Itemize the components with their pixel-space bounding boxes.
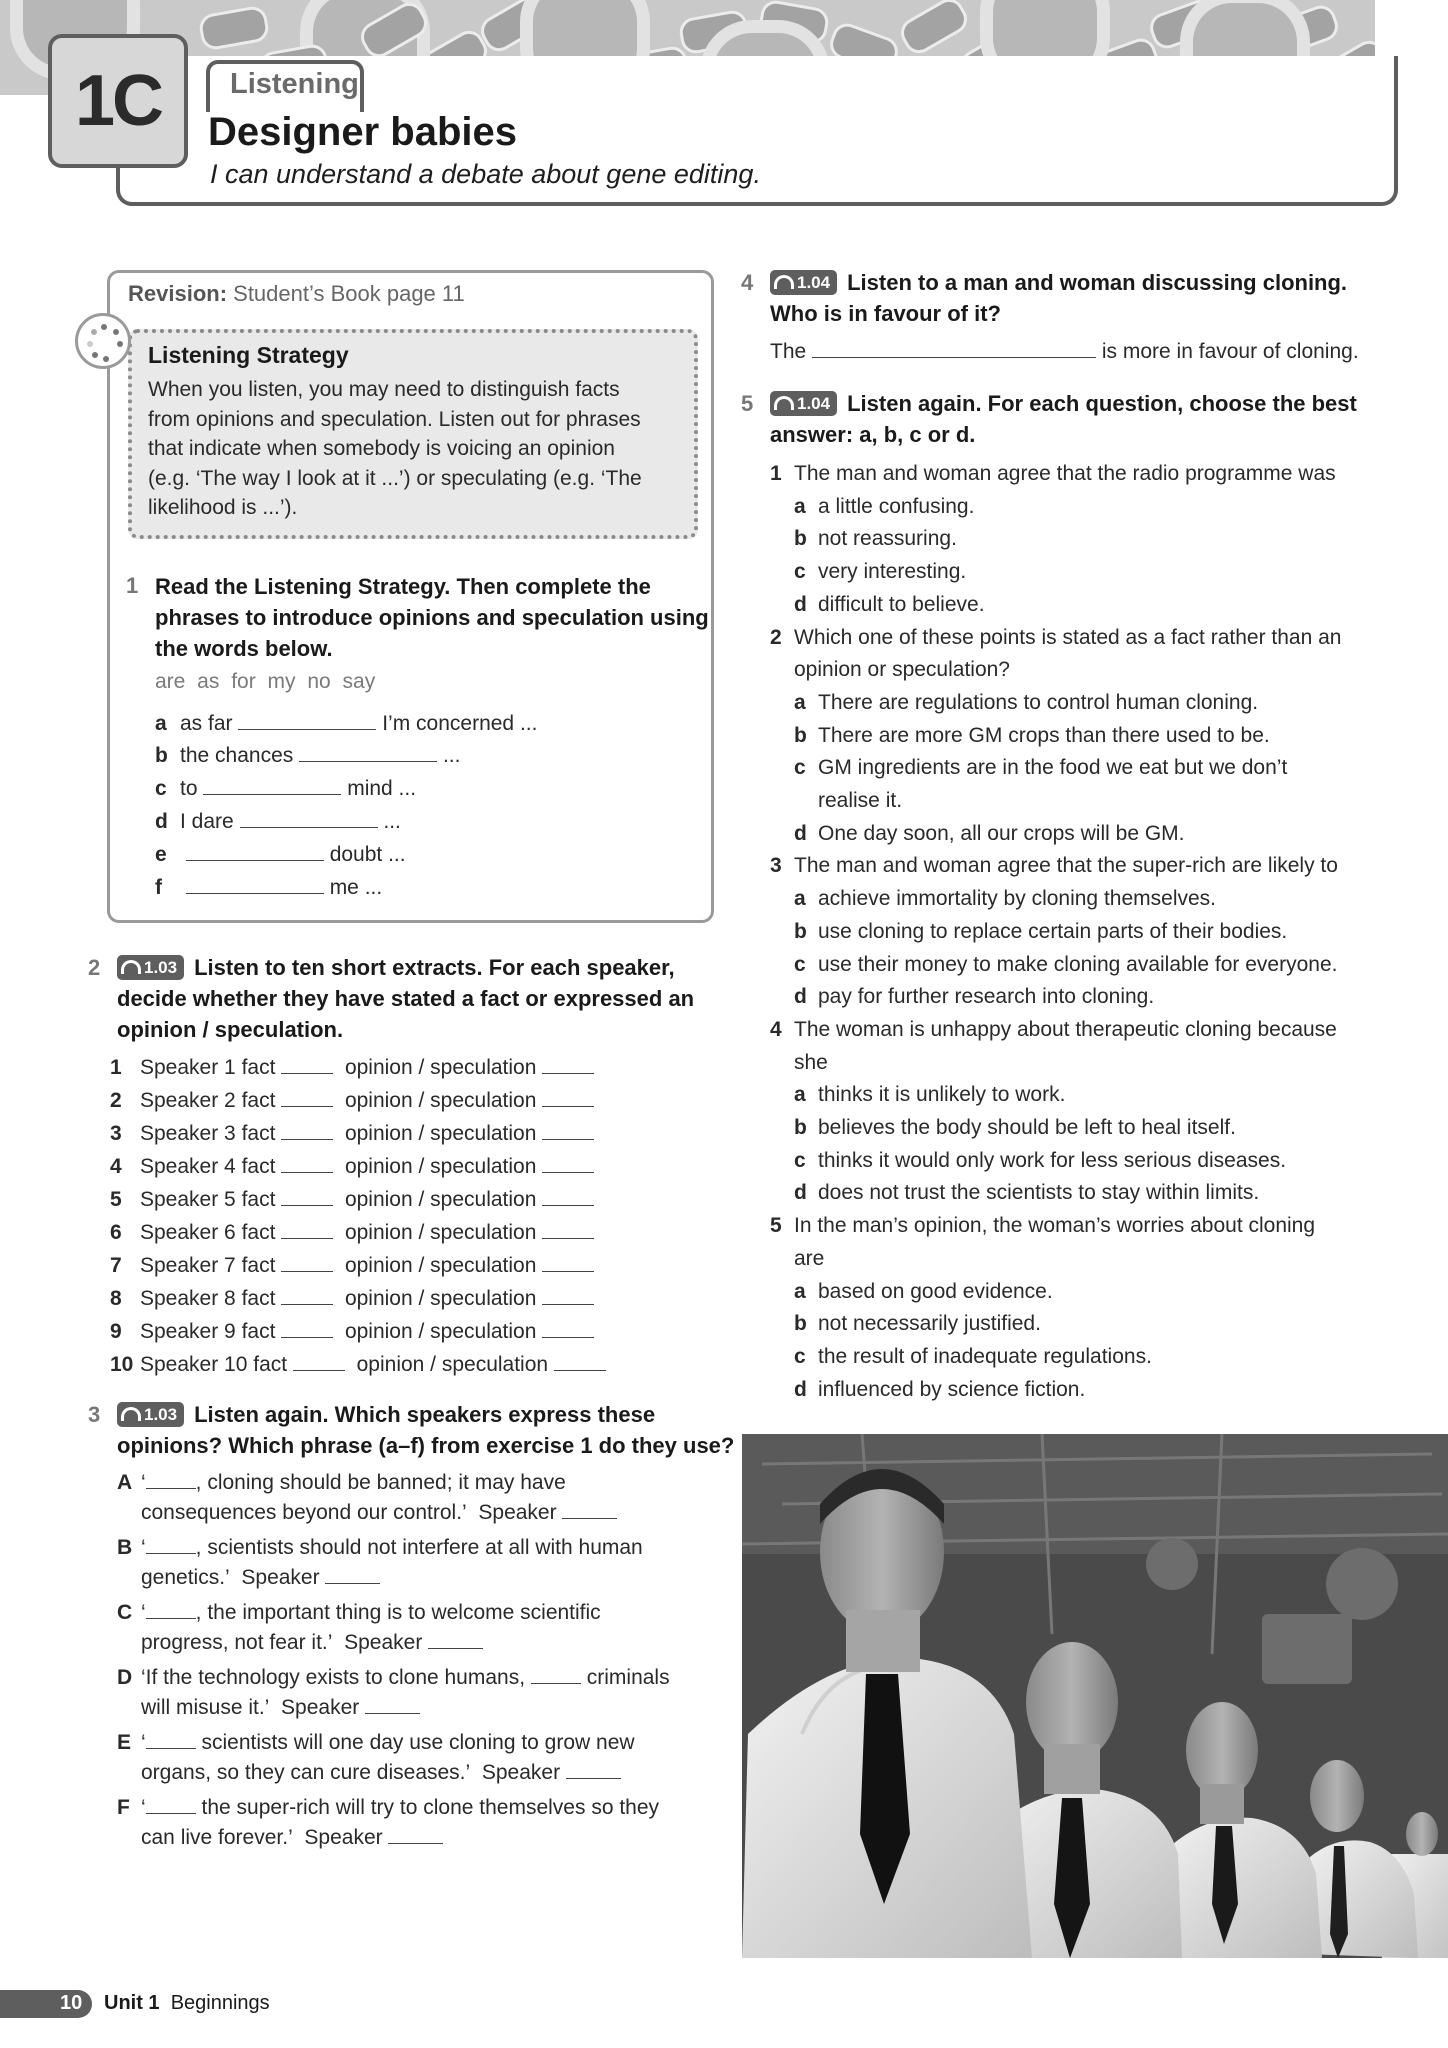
ex5-option[interactable]: d pay for further research into cloning. [794, 985, 1155, 1009]
ex1-item: a as far I’m concerned ... [155, 712, 538, 735]
answer-blank[interactable] [238, 710, 376, 730]
strategy-line: (e.g. ‘The way I look at it ...’) or speculating (e.g. ‘The [148, 466, 642, 490]
answer-blank[interactable] [325, 1564, 380, 1584]
ex5-questions [770, 458, 1342, 1406]
ex4-answer: The is more in favour of cloning. [770, 340, 1359, 363]
strategy-line: When you listen, you may need to distinguish facts [148, 378, 620, 401]
ex5-question: 4 The woman is unhappy about therapeutic cloning because [770, 1017, 1337, 1041]
answer-blank[interactable] [542, 1054, 594, 1074]
ex3-item: F ‘ the super-rich will try to clone themselves so they can live forever.’ Speaker [117, 1796, 660, 1849]
ex3-item: E ‘ scientists will one day use cloning to grow new organs, so they can cure diseases.’ Speaker [117, 1731, 635, 1784]
ex5-option[interactable]: c GM ingredients are in the food we eat but we don’t [794, 756, 1288, 780]
ex5-option[interactable]: a There are regulations to control human cloning. [794, 690, 1259, 714]
headphones-icon [121, 960, 141, 974]
answer-blank[interactable] [566, 1759, 621, 1779]
ex5-option[interactable]: c the result of inadequate regulations. [794, 1344, 1152, 1368]
ex1-instruction-line: the words below. [155, 636, 333, 661]
ex5-option[interactable]: d influenced by science fiction. [794, 1377, 1086, 1401]
ex3-item: C ‘ , the important thing is to welcome scientific progress, not fear it.’ Speaker [117, 1601, 601, 1654]
answer-blank[interactable] [388, 1824, 443, 1844]
ex5-option[interactable]: b use cloning to replace certain parts of their bodies. [794, 919, 1288, 943]
ex5-option[interactable]: c use their money to make cloning available for everyone. [794, 952, 1338, 976]
answer-blank[interactable] [146, 1729, 196, 1749]
header-pattern-shape [896, 0, 973, 59]
audio-track-badge[interactable]: 1.03 [117, 955, 184, 980]
ex1-item: c to mind ... [155, 777, 417, 800]
headphones-icon [121, 1407, 141, 1421]
answer-blank[interactable] [281, 1120, 333, 1140]
ex5-option[interactable]: c very interesting. [794, 560, 967, 584]
ex5-option[interactable]: a achieve immortality by cloning themselves. [794, 887, 1216, 911]
lesson-code-badge: 1C [48, 34, 188, 168]
ex5-question-cont: she [794, 1050, 828, 1074]
answer-blank[interactable] [281, 1318, 333, 1338]
ex5-option[interactable]: b not necessarily justified. [794, 1312, 1041, 1336]
footer-unit-number: Unit 1 [104, 1992, 160, 2014]
page-number: 10 [60, 1992, 83, 2014]
answer-blank[interactable] [562, 1499, 617, 1519]
ex3-item: B ‘ , scientists should not interfere at all with human genetics.’ Speaker [117, 1536, 643, 1589]
answer-blank[interactable] [281, 1153, 333, 1173]
ex1-item: d I dare ... [155, 810, 401, 833]
answer-blank[interactable] [203, 775, 341, 795]
ex5-question: 5 In the man’s opinion, the woman’s worries about cloning [770, 1214, 1316, 1238]
answer-blank[interactable] [281, 1252, 333, 1272]
answer-blank[interactable] [542, 1186, 594, 1206]
answer-blank[interactable] [293, 1351, 345, 1371]
answer-blank[interactable] [542, 1219, 594, 1239]
ex2-row: 1 Speaker 1 fact opinion / speculation [110, 1053, 594, 1083]
audio-track-badge[interactable]: 1.04 [770, 391, 837, 416]
answer-blank[interactable] [146, 1469, 196, 1489]
ex1-item: f me ... [155, 876, 383, 899]
cloned-men-photo [742, 1434, 1448, 1958]
answer-blank[interactable] [281, 1219, 333, 1239]
strategy-line: likelihood is ...’). [148, 496, 298, 519]
revision-label-bold: Revision: [128, 281, 228, 306]
answer-blank[interactable] [542, 1285, 594, 1305]
footer-unit [104, 1992, 270, 2015]
ex2-number: 2 [88, 955, 101, 980]
ex2-row: 3 Speaker 3 fact opinion / speculation [110, 1119, 594, 1149]
cloned-men-illustration [742, 1434, 1448, 1958]
ex5-option[interactable]: b believes the body should be left to heal itself. [794, 1116, 1236, 1140]
answer-blank[interactable] [146, 1794, 196, 1814]
ex5-option[interactable]: d difficult to believe. [794, 592, 985, 616]
answer-blank[interactable] [146, 1534, 196, 1554]
answer-blank[interactable] [542, 1087, 594, 1107]
ex5-option[interactable]: a a little confusing. [794, 494, 975, 518]
ex3-number: 3 [88, 1402, 101, 1427]
strategy-line: from opinions and speculation. Listen out for phrases [148, 407, 641, 431]
ex5-option[interactable]: b There are more GM crops than there used to be. [794, 723, 1270, 747]
ex3-item: A ‘ , cloning should be banned; it may have consequences beyond our control.’ Speaker [117, 1468, 617, 1528]
ex1-instruction-line: phrases to introduce opinions and speculation using [155, 605, 709, 630]
answer-blank[interactable] [531, 1664, 581, 1684]
ex2-row: 5 Speaker 5 fact opinion / speculation [110, 1185, 594, 1215]
ex1-instruction-line: Read the Listening Strategy. Then complete the [155, 574, 651, 599]
ex1-number: 1 [126, 573, 139, 598]
answer-blank[interactable] [186, 841, 324, 861]
strategy-title: Listening Strategy [148, 342, 349, 368]
ex5-option[interactable]: a based on good evidence. [794, 1279, 1053, 1303]
ex5-question-cont: are [794, 1246, 825, 1270]
ex5-number: 5 [741, 391, 754, 416]
footer-unit-title: Beginnings [170, 1992, 270, 2014]
lesson-subtitle: I can understand a debate about gene editing. [210, 159, 761, 189]
ex2-instruction: 1.03 Listen to ten short extracts. For each speaker, decide whether they have stated a fact or expressed an opinion / speculation. [117, 955, 695, 1042]
answer-blank[interactable] [281, 1285, 333, 1305]
ex2-row: 6 Speaker 6 fact opinion / speculation [110, 1218, 594, 1248]
audio-track-badge[interactable]: 1.04 [770, 270, 837, 295]
answer-blank[interactable] [186, 874, 324, 894]
answer-blank[interactable] [542, 1252, 594, 1272]
ex5-option[interactable]: d does not trust the scientists to stay within limits. [794, 1181, 1260, 1205]
headphones-icon [774, 275, 794, 289]
answer-blank[interactable] [299, 742, 437, 762]
ex4-instruction: 1.04 Listen to a man and woman discussing cloning. Who is in favour of it? [770, 270, 1348, 326]
ex5-option-cont: realise it. [818, 789, 903, 813]
ex1-item: b the chances ... [155, 744, 461, 767]
answer-blank[interactable] [542, 1120, 594, 1140]
ex3-instruction: 1.03 Listen again. Which speakers express these opinions? Which phrase (a–f) from exercise 1 do they use? [117, 1402, 735, 1458]
revision-label [128, 281, 465, 307]
ex3-item: D ‘If the technology exists to clone humans, criminals will misuse it.’ Speaker [117, 1666, 670, 1719]
answer-blank[interactable] [542, 1318, 594, 1338]
answer-blank[interactable] [240, 808, 378, 828]
section-label: Listening [230, 68, 359, 100]
ex5-question-cont: opinion or speculation? [794, 658, 1010, 682]
ex5-option[interactable]: d One day soon, all our crops will be GM. [794, 821, 1185, 845]
answer-blank[interactable] [365, 1694, 420, 1714]
answer-blank[interactable] [281, 1054, 333, 1074]
ex1-item: e doubt ... [155, 843, 406, 866]
headphones-icon [774, 396, 794, 410]
ex5-question: 3 The man and woman agree that the super-rich are likely to [770, 854, 1338, 878]
answer-blank[interactable] [281, 1087, 333, 1107]
answer-blank[interactable] [281, 1186, 333, 1206]
audio-track-badge[interactable]: 1.03 [117, 1402, 184, 1427]
answer-blank[interactable] [812, 338, 1096, 358]
revision-label-rest: Student’s Book page 11 [227, 281, 465, 306]
strategy-text [148, 375, 688, 523]
answer-blank[interactable] [542, 1153, 594, 1173]
ex5-option[interactable]: a thinks it is unlikely to work. [794, 1083, 1066, 1107]
answer-blank[interactable] [554, 1351, 606, 1371]
answer-blank[interactable] [428, 1629, 483, 1649]
word-bank: are as for my no say [155, 670, 376, 693]
header-pattern-shape [197, 4, 270, 51]
answer-blank[interactable] [146, 1599, 196, 1619]
ex2-row: 9 Speaker 9 fact opinion / speculation [110, 1317, 594, 1347]
ex2-row: 4 Speaker 4 fact opinion / speculation [110, 1152, 594, 1182]
ex2-row: 8 Speaker 8 fact opinion / speculation [110, 1284, 594, 1314]
ex5-instruction: 1.04 Listen again. For each question, choose the best answer: a, b, c or d. [770, 391, 1357, 447]
lesson-title: Designer babies [208, 110, 518, 154]
ex5-question: 1 The man and woman agree that the radio programme was [770, 462, 1336, 485]
ex5-option[interactable]: c thinks it would only work for less serious diseases. [794, 1148, 1287, 1172]
ex2-row: 7 Speaker 7 fact opinion / speculation [110, 1251, 594, 1281]
ex5-question: 2 Which one of these points is stated as a fact rather than an [770, 625, 1342, 649]
strategy-icon [75, 313, 131, 369]
ex4-number: 4 [741, 270, 754, 295]
ex5-option[interactable]: b not reassuring. [794, 527, 957, 551]
ex2-row: 10 Speaker 10 fact opinion / speculation [110, 1350, 606, 1380]
strategy-line: that indicate when somebody is voicing an opinion [148, 437, 615, 460]
ex2-row: 2 Speaker 2 fact opinion / speculation [110, 1086, 594, 1116]
ex1-instruction [155, 571, 709, 664]
